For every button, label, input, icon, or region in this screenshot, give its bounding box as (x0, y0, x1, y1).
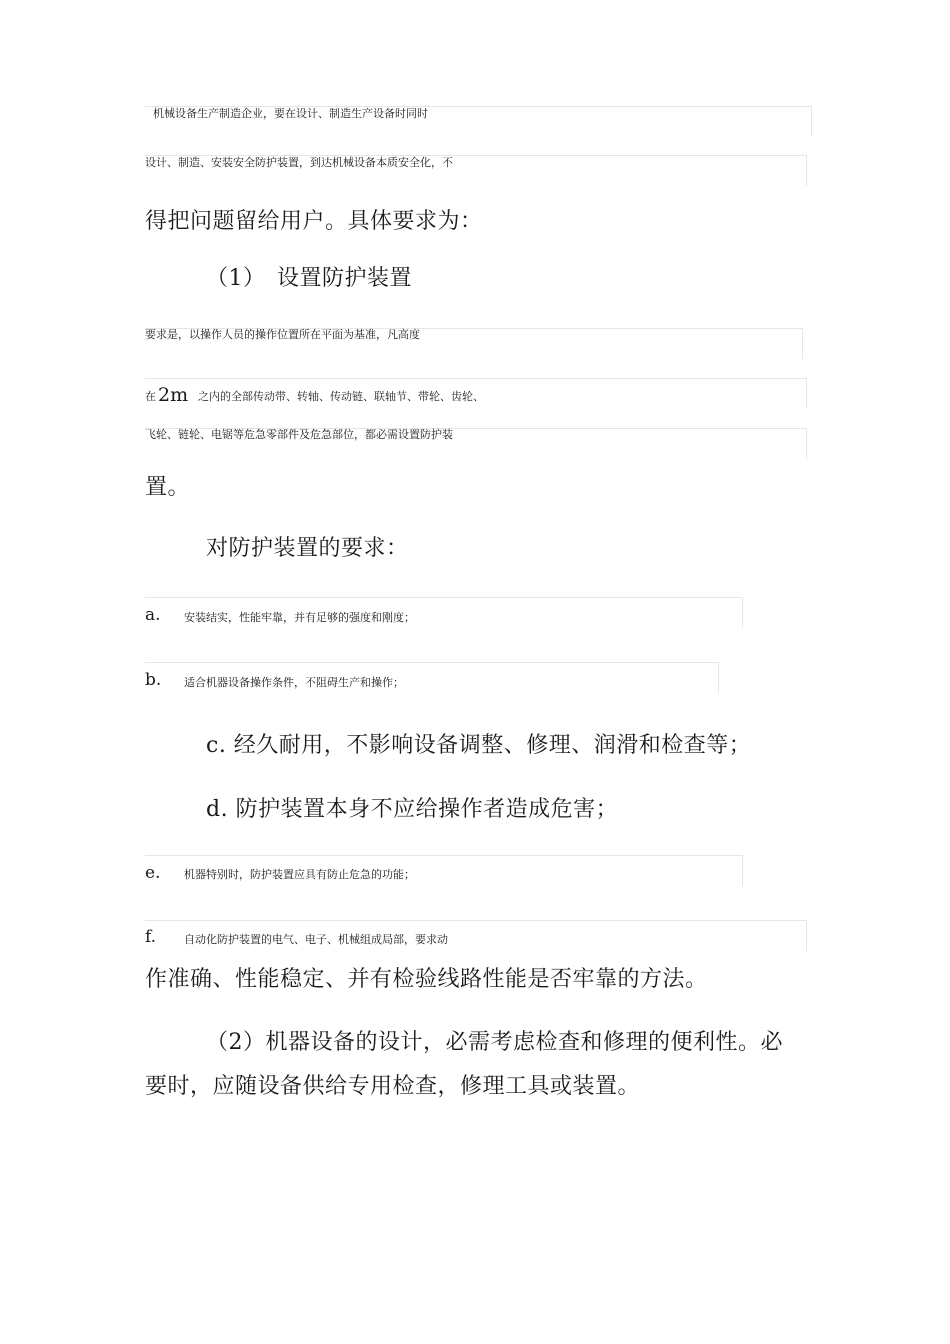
item-f-marker: f. (145, 927, 157, 947)
item-b-text: 适合机器设备操作条件，不阻碍生产和操作； (184, 676, 404, 689)
sub-heading: 对防护装置的要求： (206, 536, 409, 561)
item-d: d. 防护装置本身不应给操作者造成危害； (206, 797, 619, 822)
intro-line-2: 设计、制造、安装安全防护装置，到达机械设备本质安全化，不 (145, 156, 453, 169)
item-a-marker: a. (145, 605, 161, 625)
section-2-line-2: 要时，应随设备供给专用检查，修理工具或装置。 (145, 1074, 641, 1099)
requirement-line-4: 置。 (145, 475, 191, 500)
requirement-prefix: 在 (145, 390, 156, 403)
requirement-line-1: 要求是，以操作人员的操作位置所在平面为基准，凡高度 (145, 328, 420, 341)
height-value: 2m (158, 384, 189, 406)
item-a-text: 安装结实，性能牢靠，并有足够的强度和刚度； (184, 611, 415, 624)
intro-line-3: 得把问题留给用户。具体要求为： (145, 209, 483, 234)
section-2-line-1: （2）机器设备的设计，必需考虑检查和修理的便利性。必 (206, 1030, 783, 1055)
item-e-text: 机器特别时，防护装置应具有防止危急的功能； (184, 868, 415, 881)
item-e-marker: e. (145, 863, 161, 883)
requirement-line-3: 飞轮、链轮、电锯等危急零部件及危急部位，都必需设置防护装 (145, 428, 453, 441)
item-f-text: 自动化防护装置的电气、电子、机械组成局部，要求动 (184, 933, 448, 946)
item-c: c. 经久耐用，不影响设备调整、修理、润滑和检查等； (206, 733, 752, 758)
item-b-marker: b. (145, 670, 162, 690)
requirement-line-2: 之内的全部传动带、转轴、传动链、联轴节、带轮、齿轮、 (198, 390, 484, 403)
section-heading-1: （1） 设置防护装置 (206, 266, 412, 291)
intro-line-1: 机械设备生产制造企业，要在设计、制造生产设备时同时 (153, 107, 428, 120)
item-f-continuation: 作准确、性能稳定、并有检验线路性能是否牢靠的方法。 (145, 967, 708, 992)
